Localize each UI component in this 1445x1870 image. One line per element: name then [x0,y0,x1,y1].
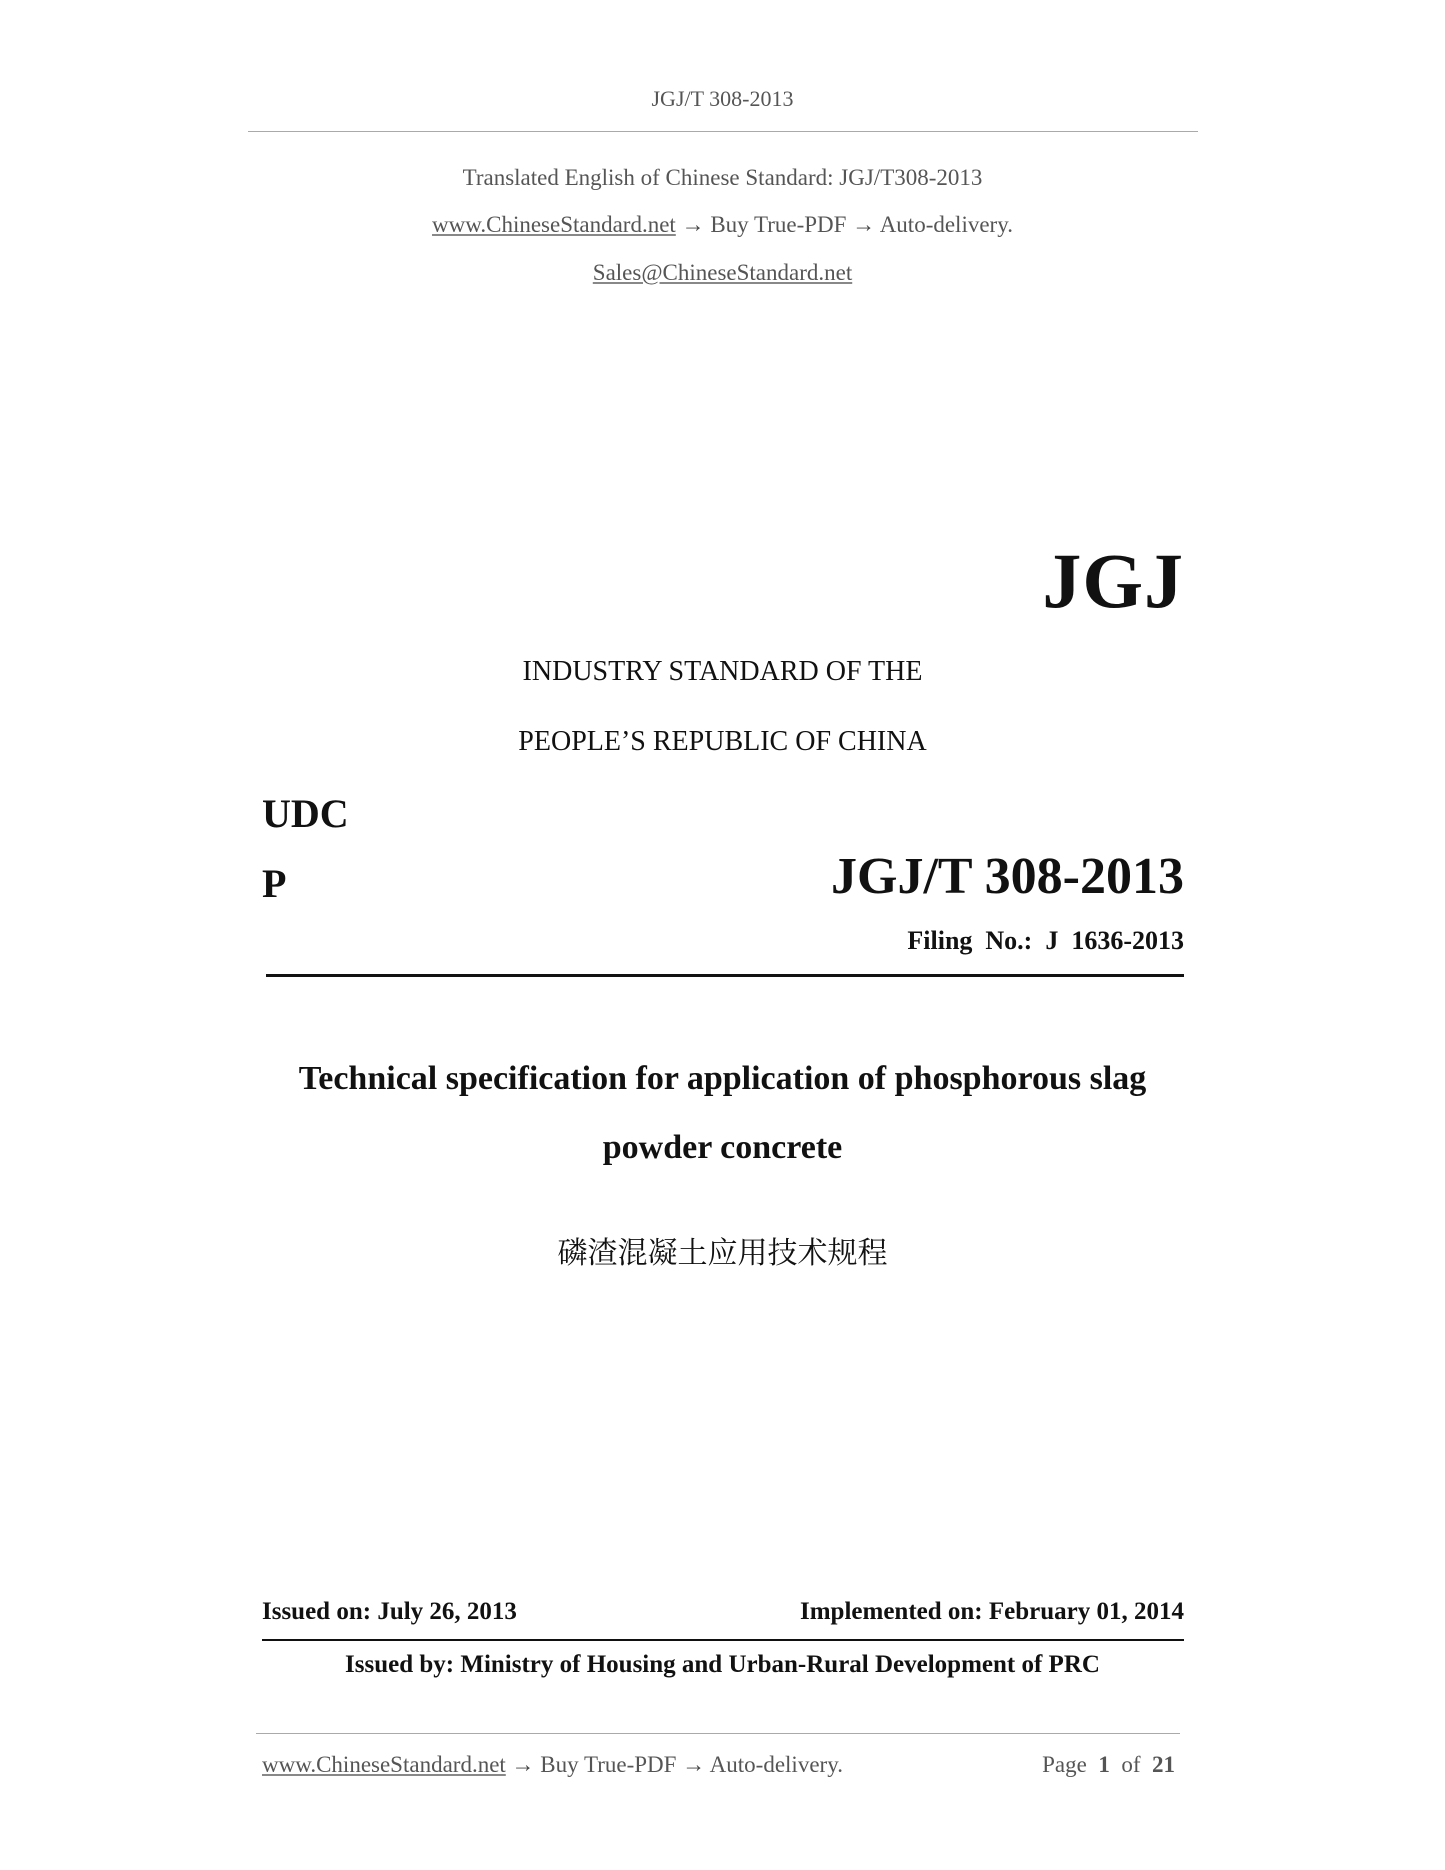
p-label: P [262,861,287,906]
implemented-on-date: Implemented on: February 01, 2014 [800,1598,1184,1625]
udc-label: UDC [262,791,349,836]
footer-purchase-line [262,1752,843,1778]
page-label: Page [1042,1752,1087,1777]
header-divider [248,131,1198,132]
arrow-right-icon: → [852,212,876,237]
standard-code: JGJ/T 308-2013 [831,848,1184,905]
standard-logo: JGJ [1042,537,1184,624]
issuing-authority: Issued by: Ministry of Housing and Urban-Rural Development of PRC [345,1651,1100,1678]
standard-type-line1: INDUSTRY STANDARD OF THE [522,656,923,687]
of-label: of [1121,1752,1141,1777]
title-english-line2: powder concrete [602,1129,843,1166]
arrow-right-icon: → [511,1752,535,1777]
arrow-right-icon: → [681,212,705,237]
title-rule [266,974,1184,977]
buy-pdf-text: Buy True-PDF [710,212,847,237]
filing-number: Filing No.: J 1636-2013 [907,926,1184,955]
title-chinese: 磷渣混凝土应用技术规程 [557,1236,888,1271]
footer-buy-pdf-text: Buy True-PDF [540,1752,677,1777]
footer-auto-delivery-text: Auto-delivery. [709,1752,843,1777]
footer-site-link[interactable]: www.ChineseStandard.net [262,1752,506,1777]
issuer-rule [262,1639,1184,1641]
page-number: 1 [1098,1752,1110,1777]
email-line [0,260,1445,286]
site-link[interactable]: www.ChineseStandard.net [432,212,676,237]
arrow-right-icon: → [682,1752,706,1777]
page-total: 21 [1152,1752,1175,1777]
footer-divider [256,1733,1180,1734]
standard-type-line2: PEOPLE’S REPUBLIC OF CHINA [518,726,927,757]
page-indicator [1042,1752,1175,1778]
translation-notice: Translated English of Chinese Standard: JGJ/T308-2013 [462,165,983,190]
running-header: JGJ/T 308-2013 [651,86,794,111]
title-english-line1: Technical specification for application of phosphorous slag [298,1060,1147,1097]
purchase-line [0,212,1445,238]
sales-email-link[interactable]: Sales@ChineseStandard.net [592,260,853,285]
auto-delivery-text: Auto-delivery. [879,212,1013,237]
issued-on-date: Issued on: July 26, 2013 [262,1598,517,1625]
